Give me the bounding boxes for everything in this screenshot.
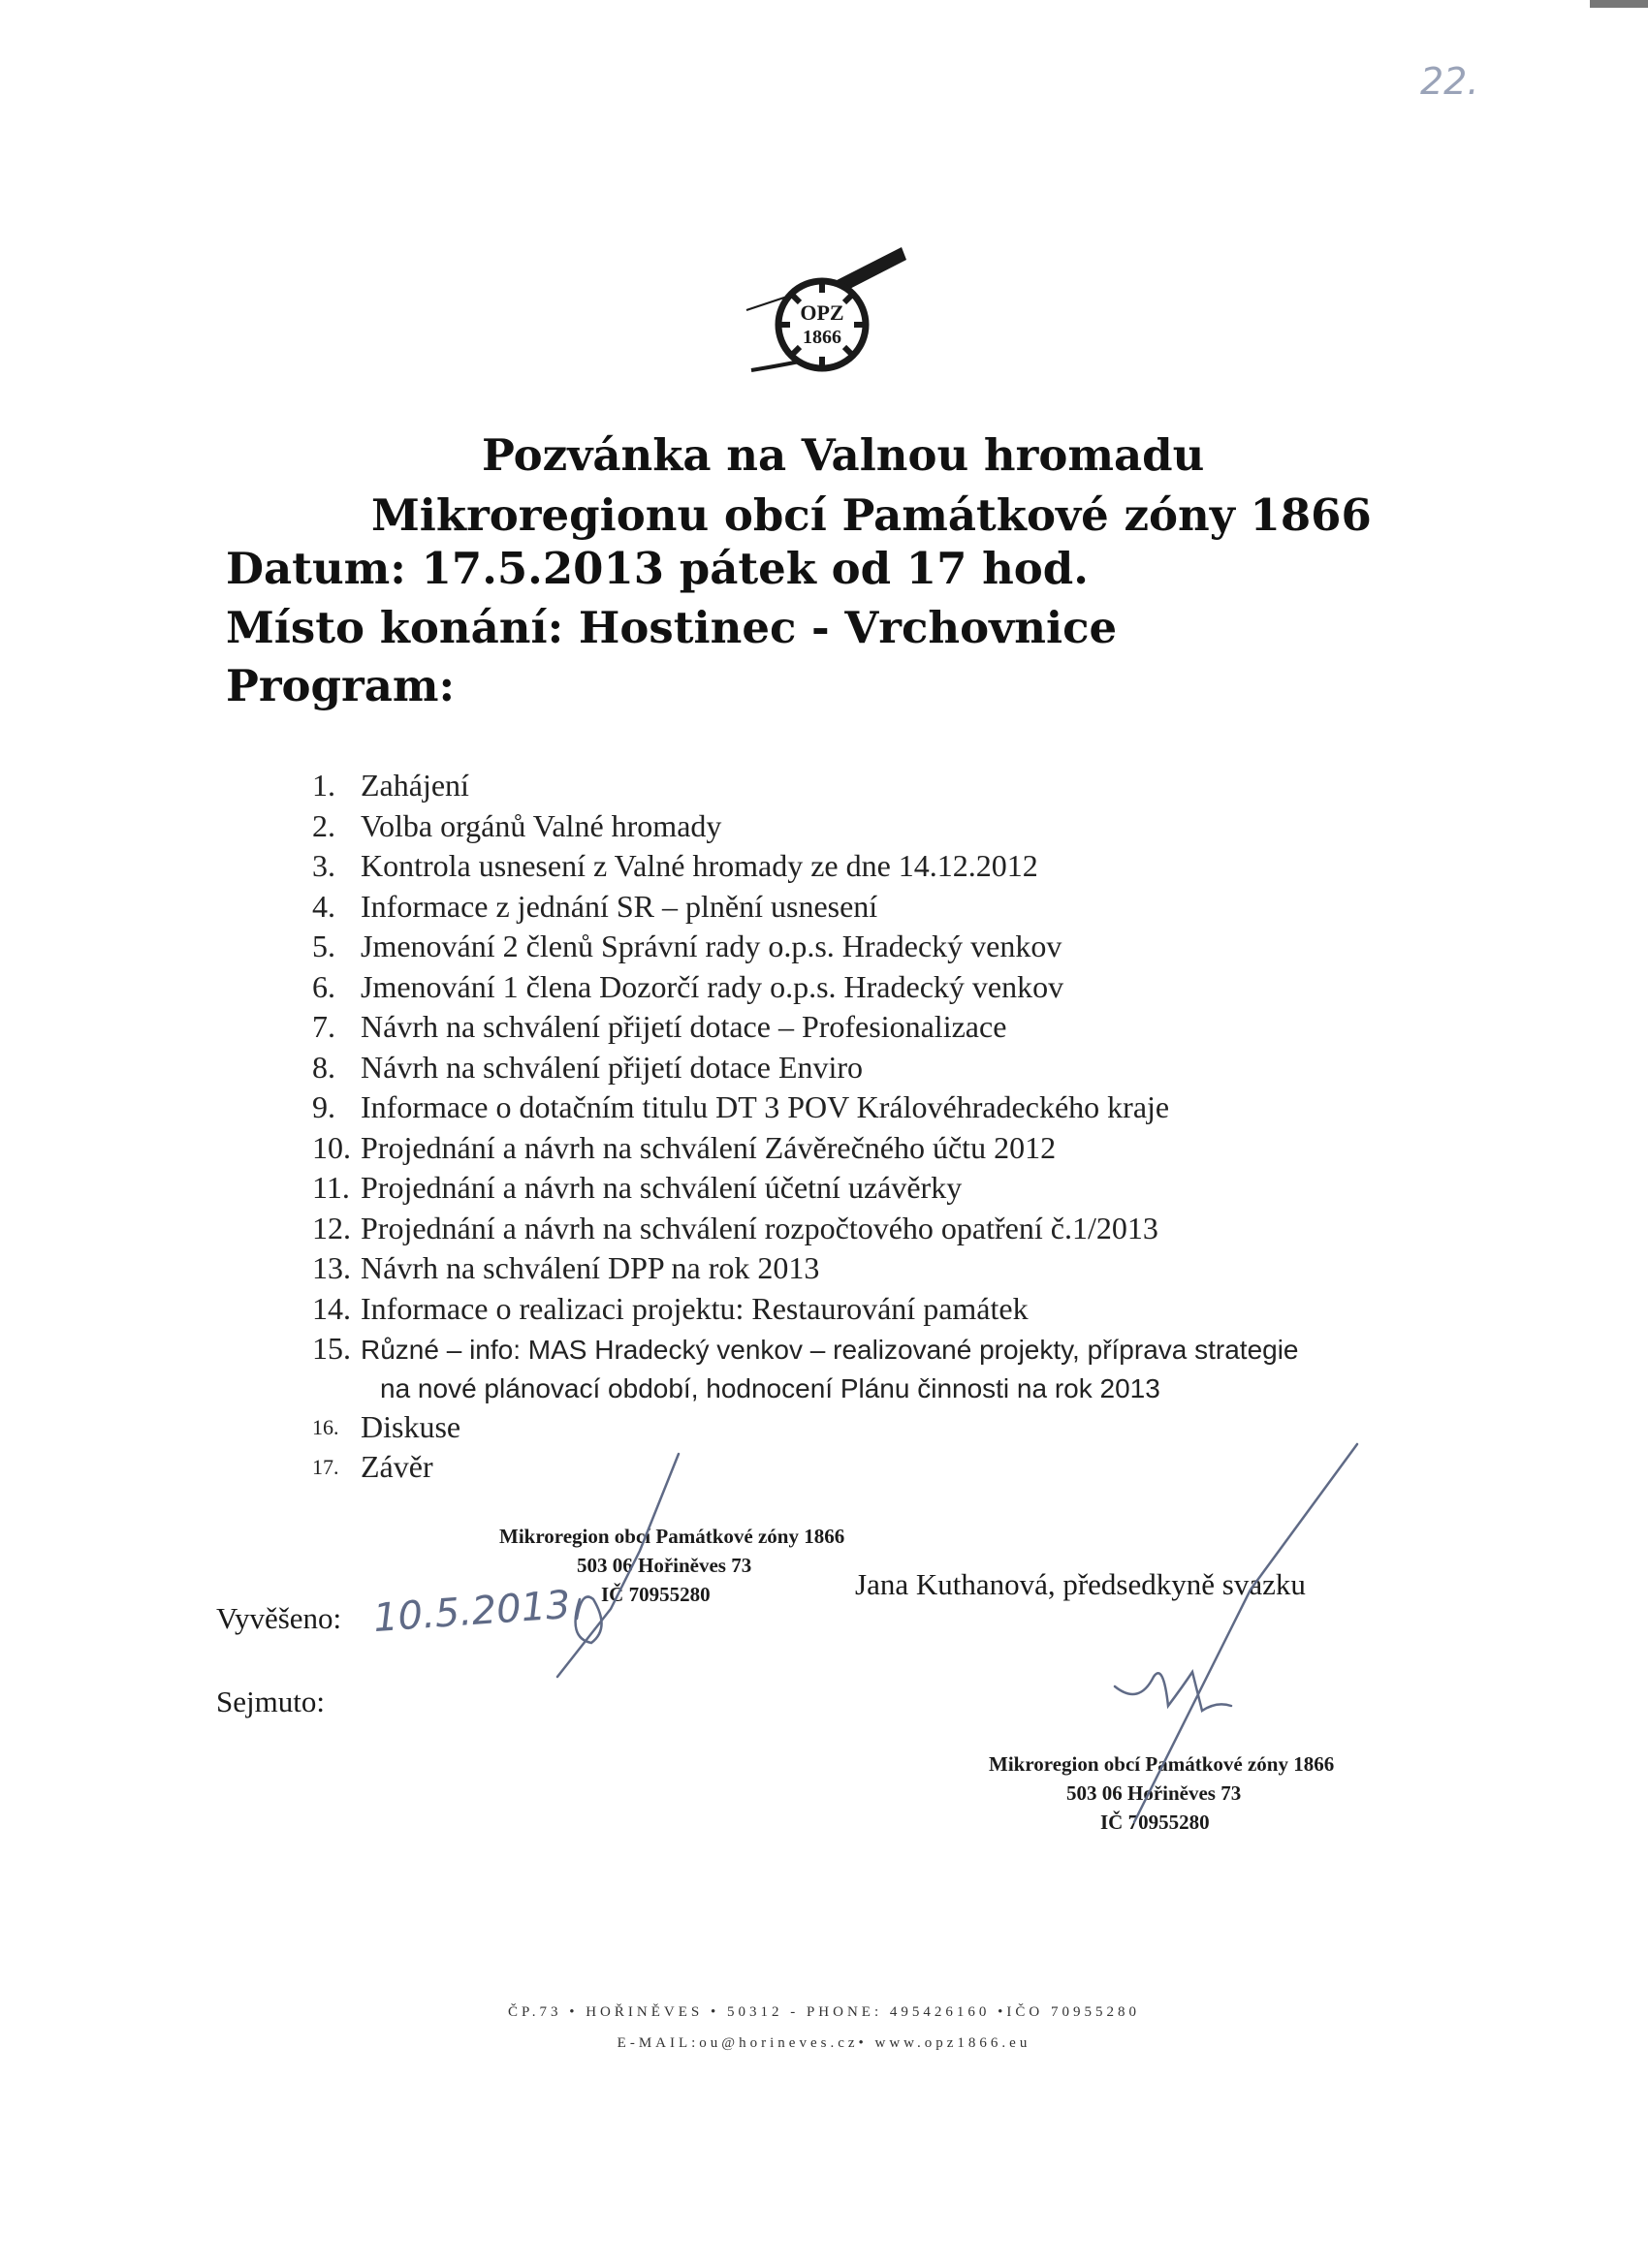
svg-text:OPZ: OPZ [800,300,844,325]
meeting-date: Datum: 17.5.2013 pátek od 17 hod. [226,543,1089,594]
program-heading: Program: [226,660,456,711]
letterhead-footer [0,1997,1648,2059]
agenda-item: 10. Projednání a návrh na schválení Závěrečného účtu 2012 [312,1129,1057,1165]
agenda-item: 9. Informace o dotačním titulu DT 3 POV Královéhradeckého kraje [312,1089,1170,1124]
footer-address: ČP.73 • HOŘINĚVES • 50312 - PHONE: 495426160 •IČO 70955280 [508,2004,1140,2020]
left-signature-stroke [557,1454,679,1677]
agenda-item: 5. Jmenování 2 členů Správní rady o.p.s. Hradecký venkov [312,929,1062,963]
removed-label: Sejmuto: [216,1685,325,1718]
agenda-item: 13. Návrh na schválení DPP na rok 2013 [312,1250,820,1285]
agenda-item: 1. Zahájení [312,768,469,803]
agenda-item: 4. Informace z jednání SR – plnění usnesení [312,888,878,924]
agenda-item: 8. Návrh na schválení přijetí dotace Enviro [312,1049,864,1085]
chairperson-name: Jana Kuthanová, předsedkyně svazku [855,1567,1306,1601]
posted-label: Vyvěšeno: [216,1601,342,1635]
agenda-item: 14. Informace o realizaci projektu: Restaurování památek [312,1290,1029,1326]
agenda-item: 17. Závěr [312,1449,433,1484]
right-signature [1115,1672,1231,1711]
stamp-address: 503 06 Hořiněves 73 [577,1554,752,1577]
agenda-item: 15. Různé – info: MAS Hradecký venkov – realizované projekty, příprava strategie na nové plánovací období, hodnocení Plánu činnosti na rok 2013 [312,1329,1299,1407]
invitation-title-line1: Pozvánka na Valnou hromadu [482,429,1205,481]
stamp-ic: IČ 70955280 [1100,1811,1210,1834]
stamp-name: Mikroregion obcí Památkové zóny 1866 [499,1525,845,1548]
svg-text:1866: 1866 [803,327,841,348]
agenda-item: 3. Kontrola usnesení z Valné hromady ze dne 14.12.2012 [312,848,1038,883]
agenda-item: 16. Diskuse [312,1408,461,1444]
agenda-item: 2. Volba orgánů Valné hromady [312,807,722,843]
agenda-item: 11. Projednání a návrh na schválení účetní uzávěrky [312,1170,963,1205]
footer-contact: E-MAIL:ou@horineves.cz• www.opz1866.eu [617,2035,1031,2051]
agenda-item: 12. Projednání a návrh na schválení rozpočtového opatření č.1/2013 [312,1210,1158,1245]
agenda-item: 6. Jmenování 1 člena Dozorčí rady o.p.s. Hradecký venkov [312,968,1064,1004]
posted-date-handwritten: 10.5.2013 [371,1582,572,1642]
right-signature-stroke [1134,1444,1357,1822]
stamp-ic: IČ 70955280 [601,1583,711,1606]
meeting-place: Místo konání: Hostinec - Vrchovnice [226,602,1118,653]
agenda-item: 7. Návrh na schválení přijetí dotace – Profesionalizace [312,1009,1007,1044]
stamp-address: 503 06 Hořiněves 73 [1066,1781,1242,1805]
agenda-item-continuation: na nové plánovací období, hodnocení Plánu činnosti na rok 2013 [380,1372,1160,1403]
stamp-name: Mikroregion obcí Památkové zóny 1866 [989,1752,1335,1776]
page-number-note: 22. [1420,60,1479,103]
invitation-title-line2: Mikroregionu obcí Památkové zóny 1866 [371,489,1372,541]
